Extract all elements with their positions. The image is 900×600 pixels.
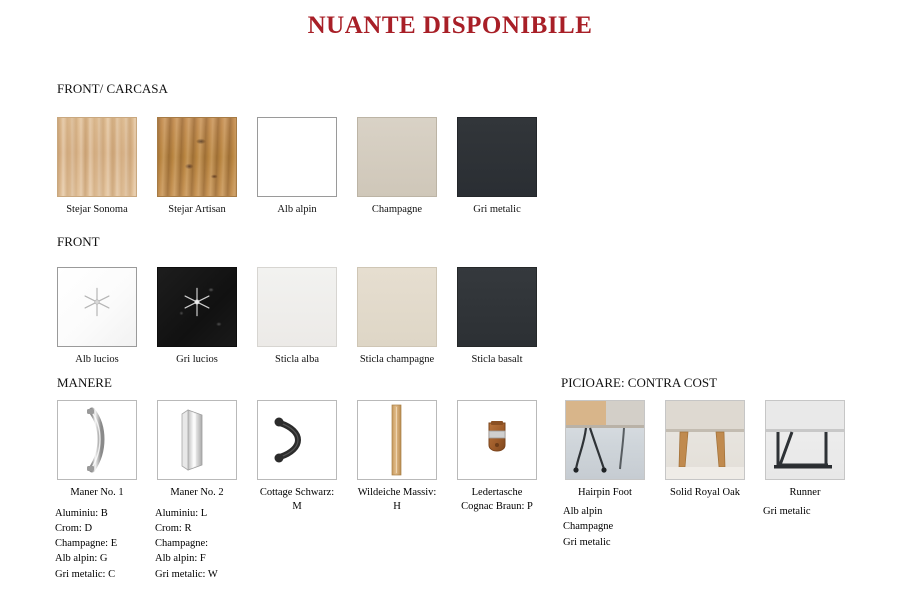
swatch-row-front-carcasa — [57, 117, 557, 216]
swatch-caption: Stejar Sonoma — [66, 204, 128, 215]
swatch-tile-solid-white-icon — [257, 117, 337, 197]
section-label-picioare: PICIOARE: CONTRA COST — [561, 375, 718, 390]
swatch-tile-glass-basalt-icon — [457, 267, 537, 347]
handle-wood-oak-icon — [357, 400, 437, 480]
handle-caption: Ledertasche Cognac Braun: P — [461, 487, 533, 512]
handle-caption: Cottage Schwarz: M — [259, 487, 335, 512]
finish-option: Crom: R — [155, 522, 192, 534]
finish-option: Champagne — [563, 521, 614, 533]
leg-solid-oak-icon — [665, 400, 745, 480]
finish-option: Gri metalic — [563, 536, 611, 548]
handle-curved-chrome-icon — [57, 400, 137, 480]
legs-row — [565, 400, 865, 550]
swatch-gri-metalic — [457, 117, 537, 216]
swatch-tile-gloss-white-icon — [57, 267, 137, 347]
page-title: NUANTE DISPONIBILE — [307, 12, 593, 39]
swatch-caption: Sticla basalt — [471, 354, 523, 365]
handle-ledertasche — [457, 400, 537, 582]
handle-caption: Maner No. 1 — [70, 487, 124, 498]
handle-cottage-schwarz — [257, 400, 337, 582]
handle-finish-list — [55, 506, 139, 582]
swatch-champagne — [357, 117, 437, 216]
handle-maner-no-2 — [157, 400, 237, 582]
swatch-caption: Sticla champagne — [359, 354, 435, 365]
leg-runner — [765, 400, 845, 550]
gloss-highlight-star-icon — [180, 285, 214, 319]
handle-caption: Maner No. 2 — [170, 487, 224, 498]
finish-option: Gri metalic — [763, 506, 811, 518]
swatch-tile-gloss-dark-icon — [157, 267, 237, 347]
swatch-tile-champagne-icon — [357, 117, 437, 197]
swatch-caption: Gri metalic — [473, 204, 521, 215]
section-label-front: FRONT — [57, 234, 100, 249]
section-label-front-carcasa: FRONT/ CARCASA — [57, 81, 168, 96]
handle-finish-list — [155, 506, 239, 582]
leg-runner-icon — [765, 400, 845, 480]
finish-option: Gri metalic: C — [55, 568, 116, 580]
swatch-stejar-artisan — [157, 117, 237, 216]
finish-option: Alb alpin — [563, 506, 603, 518]
swatch-alb-alpin — [257, 117, 337, 216]
handle-leather-loop-icon — [457, 400, 537, 480]
section-label-manere: MANERE — [57, 375, 112, 390]
swatch-tile-wood-artisan-icon — [157, 117, 237, 197]
handle-maner-no-1 — [57, 400, 137, 582]
swatch-tile-glass-champagne-icon — [357, 267, 437, 347]
swatch-sticla-alba — [257, 267, 337, 366]
swatch-caption: Stejar Artisan — [168, 204, 226, 215]
leg-hairpin-icon — [565, 400, 645, 480]
leg-caption: Solid Royal Oak — [670, 487, 740, 498]
swatch-caption: Alb lucios — [75, 354, 119, 365]
handle-caption: Wildeiche Massiv: H — [357, 487, 437, 512]
finish-option: Gri metalic: W — [155, 568, 218, 580]
swatch-row-front — [57, 267, 557, 366]
finish-option: Champagne: — [155, 538, 209, 550]
finish-option: Aluminiu: L — [155, 507, 208, 519]
swatch-tile-wood-sonoma-icon — [57, 117, 137, 197]
finish-option: Champagne: E — [55, 538, 118, 550]
swatch-tile-dark-grey-icon — [457, 117, 537, 197]
swatch-tile-glass-white-icon — [257, 267, 337, 347]
handle-row — [57, 400, 557, 582]
swatch-gri-lucios — [157, 267, 237, 366]
finish-option: Alb alpin: F — [155, 553, 206, 565]
swatch-caption: Gri lucios — [176, 354, 218, 365]
swatch-caption: Sticla alba — [274, 354, 320, 365]
leg-caption: Runner — [789, 487, 821, 498]
swatch-caption: Champagne — [371, 204, 423, 215]
handle-bar-square-icon — [157, 400, 237, 480]
leg-solid-royal-oak — [665, 400, 745, 550]
swatch-alb-lucios — [57, 267, 137, 366]
swatch-sticla-basalt — [457, 267, 537, 366]
swatch-caption: Alb alpin — [277, 204, 317, 215]
leg-hairpin-foot — [565, 400, 645, 550]
swatch-sticla-champagne — [357, 267, 437, 366]
finish-option: Crom: D — [55, 522, 93, 534]
leg-finish-list — [763, 504, 847, 519]
gloss-highlight-star-icon — [80, 285, 114, 319]
leg-finish-list — [563, 504, 647, 550]
finish-option: Aluminiu: B — [55, 507, 108, 519]
leg-caption: Hairpin Foot — [578, 487, 632, 498]
handle-wildeiche-massiv — [357, 400, 437, 582]
swatch-stejar-sonoma — [57, 117, 137, 216]
handle-cottage-black-icon — [257, 400, 337, 480]
finish-option: Alb alpin: G — [55, 553, 108, 565]
